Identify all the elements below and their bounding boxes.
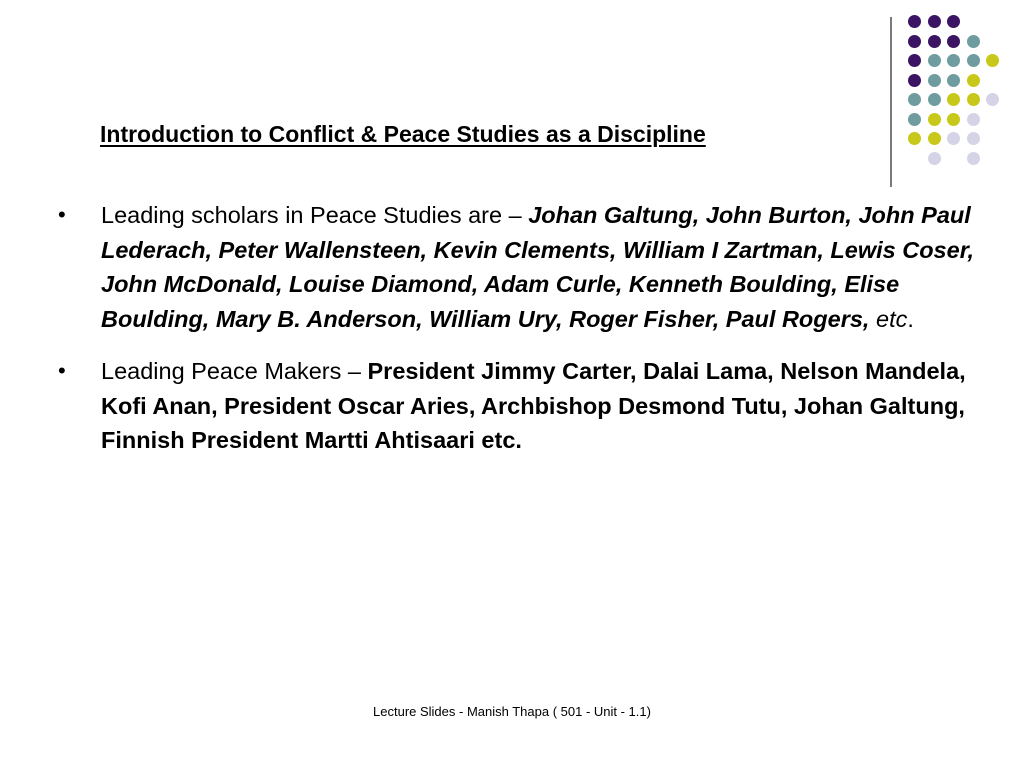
slide-title: Introduction to Conflict & Peace Studies as a Discipline: [100, 121, 706, 147]
decorative-dot: [967, 93, 980, 106]
decorative-dot: [908, 35, 921, 48]
decorative-dot: [947, 132, 960, 145]
bullet-mark: •: [58, 202, 66, 227]
decorative-dot: [947, 54, 960, 67]
decorative-dot: [928, 152, 941, 165]
bullet-scholars: [58, 198, 1013, 337]
decorative-dot: [908, 113, 921, 126]
decorative-dot-grid: [908, 15, 1008, 165]
decorative-dot: [967, 54, 980, 67]
vertical-divider: [890, 17, 892, 187]
bullet-peace-makers: [58, 354, 1013, 458]
decorative-dot: [928, 113, 941, 126]
decorative-dot: [986, 54, 999, 67]
decorative-dot: [947, 74, 960, 87]
decorative-dot: [908, 74, 921, 87]
peace-maker-names: President Jimmy Carter, Dalai Lama, Nelson Mandela, Kofi Anan, President Oscar Aries, Archbishop Desmond Tutu, Johan Galtung, Finnish President Martti Ahtisaari etc.: [101, 357, 966, 454]
decorative-dot: [928, 35, 941, 48]
slide-footer: Lecture Slides - Manish Thapa ( 501 - Unit - 1.1): [373, 704, 651, 719]
decorative-dot: [967, 152, 980, 165]
decorative-dot: [908, 54, 921, 67]
period-text: .: [907, 306, 914, 333]
decorative-dot: [928, 93, 941, 106]
bullet-lead-text: Leading Peace Makers –: [101, 357, 368, 384]
etc-text: etc: [869, 306, 908, 333]
decorative-dot: [908, 15, 921, 28]
decorative-dot: [967, 113, 980, 126]
decorative-dot: [908, 93, 921, 106]
decorative-dot: [947, 93, 960, 106]
decorative-dot: [967, 74, 980, 87]
decorative-dot: [947, 113, 960, 126]
decorative-dot: [908, 132, 921, 145]
bullet-lead-text: Leading scholars in Peace Studies are –: [101, 202, 529, 228]
bullet-list: [58, 198, 1013, 475]
decorative-dot: [967, 132, 980, 145]
decorative-dot: [947, 15, 960, 28]
bullet-mark: •: [58, 357, 66, 383]
decorative-dot: [928, 132, 941, 145]
decorative-dot: [947, 35, 960, 48]
scholar-names: Johan Galtung, John Burton, John Paul Lederach, Peter Wallensteen, Kevin Clements, William I Zartman, Lewis Coser, John McDonald, Louise Diamond, Adam Curle, Kenneth Boulding, Elise Boulding, Mary B. Anderson, William Ury, Roger Fisher, Paul Rogers,: [101, 202, 975, 333]
decorative-dot: [986, 93, 999, 106]
decorative-dot: [928, 54, 941, 67]
decorative-dot: [928, 15, 941, 28]
decorative-dot: [928, 74, 941, 87]
decorative-dot: [967, 35, 980, 48]
